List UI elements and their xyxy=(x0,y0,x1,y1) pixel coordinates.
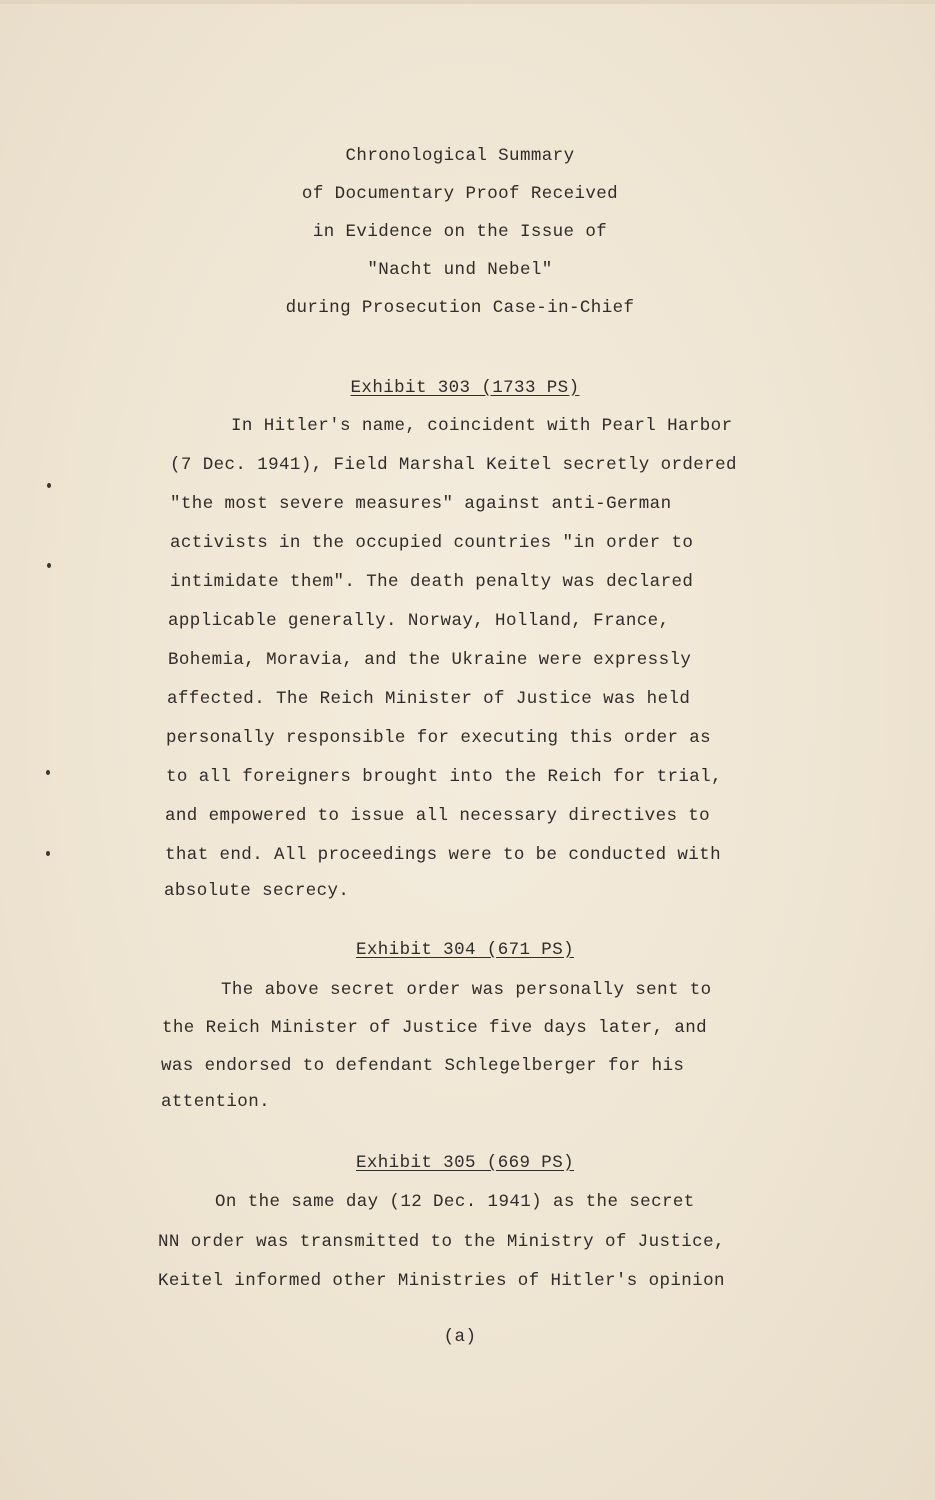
exhibit-303-heading: Exhibit 303 (1733 PS) xyxy=(350,378,580,398)
margin-mark xyxy=(47,483,51,488)
body-line: On the same day (12 Dec. 1941) as the secret xyxy=(215,1192,695,1212)
body-line: personally responsible for executing this order as xyxy=(166,728,712,748)
margin-mark xyxy=(47,563,51,568)
title-line-5: during Prosecution Case-in-Chief xyxy=(285,298,635,318)
title-line-1: Chronological Summary xyxy=(345,146,575,166)
margin-mark xyxy=(46,851,50,856)
exhibit-304-heading: Exhibit 304 (671 PS) xyxy=(355,940,575,960)
body-line: that end. All proceedings were to be conducted with xyxy=(165,845,721,865)
body-line: (7 Dec. 1941), Field Marshal Keitel secretly ordered xyxy=(170,455,737,475)
body-line: NN order was transmitted to the Ministry of Justice, xyxy=(158,1232,725,1252)
title-line-3: in Evidence on the Issue of xyxy=(312,222,608,242)
title-line-4: "Nacht und Nebel" xyxy=(367,260,553,280)
body-line: Keitel informed other Ministries of Hitler's opinion xyxy=(158,1271,725,1291)
title-line-2: of Documentary Proof Received xyxy=(301,184,619,204)
page-number: (a) xyxy=(443,1327,477,1347)
page-top-edge xyxy=(0,0,935,4)
body-line: was endorsed to defendant Schlegelberger for his xyxy=(161,1056,685,1076)
body-line: "the most severe measures" against anti-German xyxy=(170,494,672,514)
body-line: applicable generally. Norway, Holland, France, xyxy=(168,611,670,631)
body-line: and empowered to issue all necessary directives to xyxy=(165,806,711,826)
body-line: The above secret order was personally sent to xyxy=(221,980,712,1000)
body-line: attention. xyxy=(161,1092,271,1112)
body-line: Bohemia, Moravia, and the Ukraine were expressly xyxy=(168,650,692,670)
exhibit-305-heading: Exhibit 305 (669 PS) xyxy=(355,1153,575,1173)
margin-mark xyxy=(46,770,50,775)
body-line: the Reich Minister of Justice five days later, and xyxy=(162,1018,708,1038)
body-line: to all foreigners brought into the Reich for trial, xyxy=(166,767,722,787)
body-line: In Hitler's name, coincident with Pearl Harbor xyxy=(231,416,733,436)
body-line: affected. The Reich Minister of Justice was held xyxy=(167,689,691,709)
body-line: intimidate them". The death penalty was declared xyxy=(170,572,694,592)
body-line: activists in the occupied countries "in order to xyxy=(170,533,694,553)
body-line: absolute secrecy. xyxy=(164,881,350,901)
